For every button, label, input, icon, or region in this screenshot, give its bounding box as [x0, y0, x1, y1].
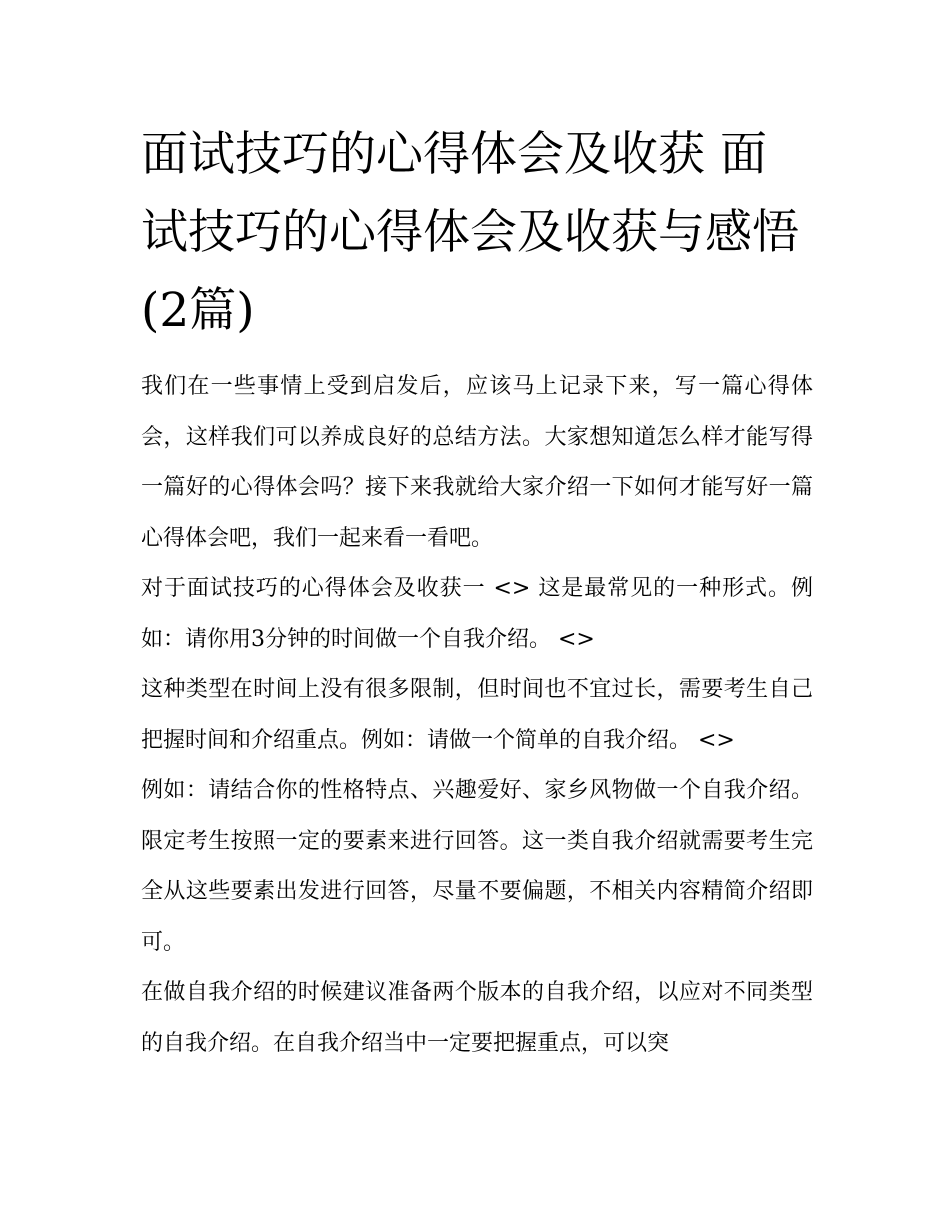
document-title: 面试技巧的心得体会及收获 面试技巧的心得体会及收获与感悟(2篇) — [141, 127, 799, 338]
paragraph-intro: 我们在一些事情上受到启发后，应该马上记录下来，写一篇心得体会，这样我们可以养成良好的总结方法。大家想知道怎么样才能写得一篇好的心得体会吗？接下来我就给大家介绍一下如何才能写好一篇心得体会吧，我们一起来看一看吧。 — [141, 374, 813, 551]
document-body — [141, 116, 813, 1069]
paragraph-advice: 在做自我介绍的时候建议准备两个版本的自我介绍，以应对不同类型的自我介绍。在自我介绍当中一定要把握重点，可以突 — [141, 980, 813, 1056]
paragraph-self-intro-type-1: 对于面试技巧的心得体会及收获一 <> 这是最常见的一种形式。例如：请你用3分钟的时间做一个自我介绍。 <> — [141, 576, 813, 652]
paragraph-self-intro-type-2: 这种类型在时间上没有很多限制，但时间也不宜过长，需要考生自己把握时间和介绍重点。例如：请做一个简单的自我介绍。 <> — [141, 677, 813, 753]
paragraph-self-intro-type-3: 例如：请结合你的性格特点、兴趣爱好、家乡风物做一个自我介绍。限定考生按照一定的要素来进行回答。这一类自我介绍就需要考生完全从这些要素出发进行回答，尽量不要偏题，不相关内容精简介绍即可。 — [141, 778, 813, 955]
